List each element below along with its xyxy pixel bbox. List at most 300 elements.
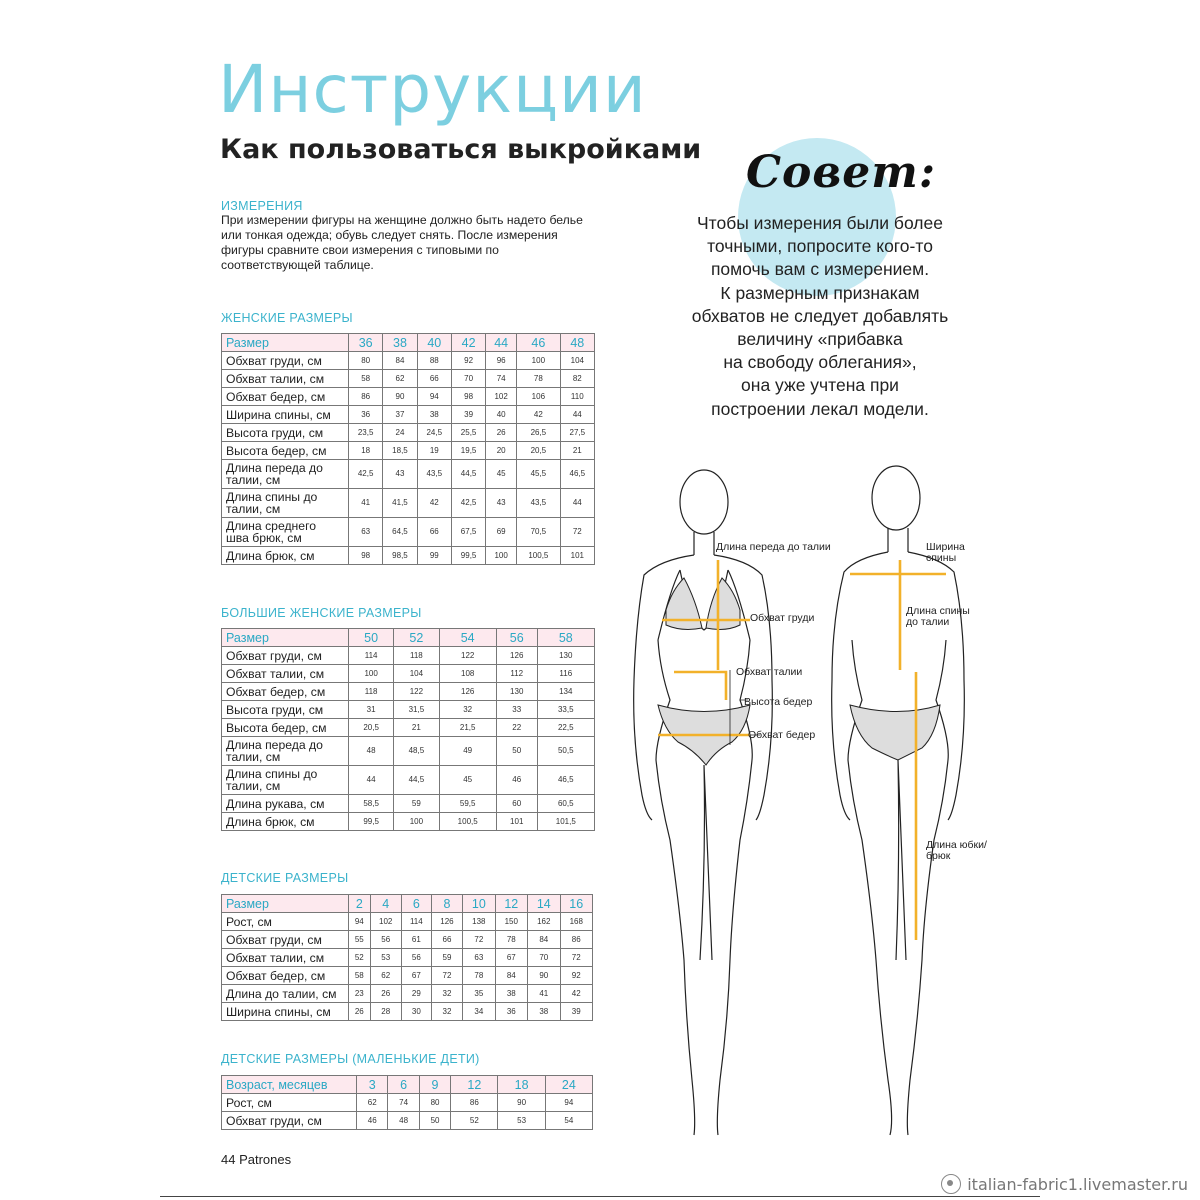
back-underwear: [850, 705, 940, 760]
table-size-header: 12: [451, 1076, 498, 1094]
table-cell: 46,5: [537, 766, 594, 795]
table-row-label: Рост, см: [222, 913, 349, 931]
table-cell: 130: [537, 647, 594, 665]
table-row-label: Длина брюк, см: [222, 813, 349, 831]
label-skirt-length: Длина юбки/брюк: [926, 839, 987, 862]
table-size-header: 50: [349, 629, 394, 647]
table-cell: 22: [496, 719, 537, 737]
table-row: [222, 406, 595, 424]
table-cell: 50,5: [537, 737, 594, 766]
table-cell: 98: [451, 388, 485, 406]
table-size-header: 44: [486, 334, 517, 352]
table-cell: 24,5: [417, 424, 451, 442]
women-sizes-table: [221, 333, 595, 565]
table-row: [222, 949, 593, 967]
page-footer: 44 Patrones: [221, 1152, 292, 1167]
table-row-label: Обхват бедер, см: [222, 388, 349, 406]
table-cell: 21: [560, 442, 594, 460]
table-row-label: Обхват талии, см: [222, 949, 349, 967]
table-cell: 98: [349, 547, 383, 565]
table-size-header: 8: [431, 895, 462, 913]
table-cell: 48,5: [394, 737, 439, 766]
kids-sizes-table: [221, 894, 593, 1021]
livemaster-logo-icon: [941, 1174, 961, 1194]
table-cell: 66: [431, 931, 462, 949]
table-cell: 61: [401, 931, 431, 949]
table-cell: 42: [417, 489, 451, 518]
table-cell: 58: [349, 967, 371, 985]
table-cell: 50: [496, 737, 537, 766]
table-cell: 38: [417, 406, 451, 424]
tip-line: построении лекал модели.: [711, 398, 929, 419]
table-cell: 72: [560, 518, 594, 547]
label-bust: Обхват груди: [750, 612, 815, 624]
table-cell: 90: [383, 388, 417, 406]
tip-line: обхватов не следует добавлять: [691, 305, 949, 326]
table-cell: 134: [537, 683, 594, 701]
table-cell: 69: [486, 518, 517, 547]
table-cell: 82: [560, 370, 594, 388]
table-cell: 31,5: [394, 701, 439, 719]
table-row-label: Обхват груди, см: [222, 352, 349, 370]
label-hip-height: Высота бедер: [744, 696, 813, 708]
table-size-header: 40: [417, 334, 451, 352]
tip-line: она уже учтена при: [741, 375, 899, 396]
table-row: [222, 647, 595, 665]
table-cell: 33: [496, 701, 537, 719]
label-back-width: Ширина спины: [926, 541, 965, 564]
table-cell: 96: [486, 352, 517, 370]
table-cell: 20: [486, 442, 517, 460]
table-cell: 26: [370, 985, 401, 1003]
table-cell: 23: [349, 985, 371, 1003]
table-cell: 101: [496, 813, 537, 831]
table-cell: 100: [517, 352, 561, 370]
table-cell: 102: [370, 913, 401, 931]
table-cell: 104: [394, 665, 439, 683]
table-cell: 100: [486, 547, 517, 565]
table-cell: 31: [349, 701, 394, 719]
table-cell: 74: [486, 370, 517, 388]
measurements-heading: ИЗМЕРЕНИЯ: [221, 199, 303, 213]
table-cell: 108: [439, 665, 496, 683]
table-cell: 94: [417, 388, 451, 406]
body-figures: [600, 460, 1020, 1150]
table-size-header: 38: [383, 334, 417, 352]
table-cell: 18,5: [383, 442, 417, 460]
table-cell: 84: [383, 352, 417, 370]
table-row-label: Обхват талии, см: [222, 370, 349, 388]
table-cell: 43,5: [517, 489, 561, 518]
table-cell: 32: [439, 701, 496, 719]
table-cell: 53: [498, 1112, 545, 1130]
table-cell: 99,5: [451, 547, 485, 565]
measurements-text: При измерении фигуры на женщине должно быть надето белье или тонкая одежда; обувь следует снять. После измерения фигуры сравните свои измерения с типовыми по соответствующей таблице.: [221, 213, 583, 272]
table-cell: 99: [417, 547, 451, 565]
table-cell: 59: [431, 949, 462, 967]
table-size-header: 42: [451, 334, 485, 352]
table-cell: 29: [401, 985, 431, 1003]
table-cell: 59: [394, 795, 439, 813]
page-subtitle: Как пользоваться выкройками: [220, 134, 702, 165]
tip-line: К размерным признакам: [720, 282, 920, 303]
table-size-header: 6: [388, 1076, 419, 1094]
table-cell: 27,5: [560, 424, 594, 442]
women-sizes-heading: ЖЕНСКИЕ РАЗМЕРЫ: [221, 311, 353, 325]
table-cell: 44: [560, 406, 594, 424]
table-row-label: Обхват бедер, см: [222, 967, 349, 985]
table-cell: 26,5: [517, 424, 561, 442]
table-cell: 26: [486, 424, 517, 442]
table-cell: 100,5: [439, 813, 496, 831]
table-size-header: 54: [439, 629, 496, 647]
table-row-label: Рост, см: [222, 1094, 357, 1112]
table-cell: 126: [431, 913, 462, 931]
footer-rule: [160, 1196, 1040, 1197]
table-cell: 39: [560, 1003, 593, 1021]
table-cell: 66: [417, 370, 451, 388]
table-row: [222, 931, 593, 949]
table-cell: 84: [528, 931, 560, 949]
table-size-header: 56: [496, 629, 537, 647]
table-cell: 67,5: [451, 518, 485, 547]
table-cell: 122: [394, 683, 439, 701]
table-row-label: Обхват бедер, см: [222, 683, 349, 701]
table-cell: 114: [401, 913, 431, 931]
table-cell: 110: [560, 388, 594, 406]
table-cell: 18: [349, 442, 383, 460]
table-cell: 56: [401, 949, 431, 967]
table-row: [222, 388, 595, 406]
table-header-label: Размер: [222, 629, 349, 647]
table-cell: 25,5: [451, 424, 485, 442]
table-cell: 38: [528, 1003, 560, 1021]
table-cell: 30: [401, 1003, 431, 1021]
table-cell: 92: [451, 352, 485, 370]
table-row: [222, 1112, 593, 1130]
table-cell: 78: [495, 931, 527, 949]
table-cell: 23,5: [349, 424, 383, 442]
table-row: [222, 737, 595, 766]
table-cell: 20,5: [517, 442, 561, 460]
table-cell: 44,5: [451, 460, 485, 489]
table-cell: 42: [517, 406, 561, 424]
front-figure: [634, 470, 773, 1135]
table-cell: 50: [419, 1112, 450, 1130]
table-cell: 52: [451, 1112, 498, 1130]
table-header-label: Размер: [222, 895, 349, 913]
table-cell: 49: [439, 737, 496, 766]
table-cell: 45: [439, 766, 496, 795]
table-cell: 114: [349, 647, 394, 665]
table-row: [222, 370, 595, 388]
table-cell: 78: [517, 370, 561, 388]
table-cell: 122: [439, 647, 496, 665]
table-cell: 43: [383, 460, 417, 489]
table-cell: 44: [560, 489, 594, 518]
table-cell: 55: [349, 931, 371, 949]
table-row: [222, 1003, 593, 1021]
table-cell: 86: [560, 931, 593, 949]
table-cell: 130: [496, 683, 537, 701]
table-row: [222, 547, 595, 565]
table-size-header: 6: [401, 895, 431, 913]
table-cell: 94: [545, 1094, 592, 1112]
table-cell: 100,5: [517, 547, 561, 565]
table-cell: 118: [394, 647, 439, 665]
table-cell: 41,5: [383, 489, 417, 518]
table-cell: 42,5: [349, 460, 383, 489]
table-size-header: 3: [357, 1076, 388, 1094]
table-row: [222, 489, 595, 518]
label-waist: Обхват талии: [736, 666, 803, 678]
table-row-label: Длина переда до талии, см: [222, 737, 349, 766]
table-header-row: [222, 1076, 593, 1094]
table-cell: 88: [417, 352, 451, 370]
table-cell: 84: [495, 967, 527, 985]
table-cell: 67: [495, 949, 527, 967]
table-cell: 53: [370, 949, 401, 967]
table-cell: 41: [349, 489, 383, 518]
table-cell: 106: [517, 388, 561, 406]
tip-line: точными, попросите кого-то: [707, 236, 933, 257]
table-row-label: Обхват груди, см: [222, 1112, 357, 1130]
label-back-length: Длина спины до талии: [906, 605, 970, 628]
table-row-label: Длина переда до талии, см: [222, 460, 349, 489]
tip-line: величину «прибавка: [737, 329, 903, 350]
table-cell: 64,5: [383, 518, 417, 547]
back-figure: [832, 466, 965, 1135]
table-cell: 78: [463, 967, 495, 985]
table-cell: 162: [528, 913, 560, 931]
table-row: [222, 442, 595, 460]
table-row-label: Длина среднего шва брюк, см: [222, 518, 349, 547]
table-row-label: Ширина спины, см: [222, 406, 349, 424]
table-cell: 28: [370, 1003, 401, 1021]
table-cell: 56: [370, 931, 401, 949]
table-cell: 92: [560, 967, 593, 985]
table-cell: 72: [560, 949, 593, 967]
table-cell: 62: [370, 967, 401, 985]
table-row: [222, 913, 593, 931]
table-row: [222, 1094, 593, 1112]
table-header-label: Размер: [222, 334, 349, 352]
table-cell: 150: [495, 913, 527, 931]
table-cell: 36: [349, 406, 383, 424]
table-row-label: Длина до талии, см: [222, 985, 349, 1003]
table-cell: 39: [451, 406, 485, 424]
table-cell: 116: [537, 665, 594, 683]
table-row-label: Длина спины до талии, см: [222, 489, 349, 518]
table-size-header: 4: [370, 895, 401, 913]
table-size-header: 12: [495, 895, 527, 913]
table-cell: 36: [495, 1003, 527, 1021]
table-row-label: Ширина спины, см: [222, 1003, 349, 1021]
table-size-header: 14: [528, 895, 560, 913]
table-cell: 33,5: [537, 701, 594, 719]
page-title: Инструкции: [218, 51, 647, 128]
tip-text: [660, 212, 980, 421]
table-cell: 100: [349, 665, 394, 683]
table-cell: 72: [463, 931, 495, 949]
table-cell: 126: [496, 647, 537, 665]
table-cell: 58,5: [349, 795, 394, 813]
table-cell: 24: [383, 424, 417, 442]
kids-sizes-heading: ДЕТСКИЕ РАЗМЕРЫ: [221, 871, 349, 885]
table-cell: 21: [394, 719, 439, 737]
table-cell: 60: [496, 795, 537, 813]
table-cell: 67: [401, 967, 431, 985]
table-size-header: 52: [394, 629, 439, 647]
table-row-label: Высота груди, см: [222, 424, 349, 442]
table-cell: 104: [560, 352, 594, 370]
table-cell: 32: [431, 1003, 462, 1021]
tip-heading: Совет:: [746, 147, 937, 198]
table-row: [222, 665, 595, 683]
watermark: [941, 1174, 1188, 1194]
table-cell: 43: [486, 489, 517, 518]
table-size-header: 18: [498, 1076, 545, 1094]
table-cell: 26: [349, 1003, 371, 1021]
table-size-header: 16: [560, 895, 593, 913]
table-cell: 60,5: [537, 795, 594, 813]
table-row: [222, 813, 595, 831]
tip-line: Чтобы измерения были более: [697, 213, 943, 233]
table-cell: 46: [496, 766, 537, 795]
table-cell: 101: [560, 547, 594, 565]
table-size-header: 48: [560, 334, 594, 352]
table-cell: 80: [349, 352, 383, 370]
table-cell: 42: [560, 985, 593, 1003]
table-cell: 90: [498, 1094, 545, 1112]
baby-sizes-table: [221, 1075, 593, 1130]
table-row: [222, 719, 595, 737]
table-cell: 99,5: [349, 813, 394, 831]
table-header-row: [222, 334, 595, 352]
table-cell: 94: [349, 913, 371, 931]
table-cell: 48: [388, 1112, 419, 1130]
plus-sizes-heading: БОЛЬШИЕ ЖЕНСКИЕ РАЗМЕРЫ: [221, 606, 422, 620]
table-cell: 35: [463, 985, 495, 1003]
table-cell: 66: [417, 518, 451, 547]
table-cell: 41: [528, 985, 560, 1003]
table-cell: 45,5: [517, 460, 561, 489]
table-size-header: 10: [463, 895, 495, 913]
table-size-header: 46: [517, 334, 561, 352]
table-cell: 72: [431, 967, 462, 985]
table-cell: 34: [463, 1003, 495, 1021]
table-row-label: Длина спины до талии, см: [222, 766, 349, 795]
table-cell: 20,5: [349, 719, 394, 737]
baby-sizes-heading: ДЕТСКИЕ РАЗМЕРЫ (МАЛЕНЬКИЕ ДЕТИ): [221, 1052, 480, 1066]
label-hips: Обхват бедер: [748, 729, 816, 741]
table-cell: 21,5: [439, 719, 496, 737]
table-row: [222, 795, 595, 813]
table-row: [222, 985, 593, 1003]
table-cell: 44,5: [394, 766, 439, 795]
table-cell: 40: [486, 406, 517, 424]
table-cell: 86: [349, 388, 383, 406]
table-cell: 101,5: [537, 813, 594, 831]
table-cell: 168: [560, 913, 593, 931]
table-header-label: Возраст, месяцев: [222, 1076, 357, 1094]
table-size-header: 58: [537, 629, 594, 647]
table-cell: 38: [495, 985, 527, 1003]
tip-line: помочь вам с измерением.: [710, 259, 930, 280]
watermark-text: italian-fabric1.livemaster.ru: [967, 1174, 1188, 1194]
table-cell: 54: [545, 1112, 592, 1130]
table-size-header: 24: [545, 1076, 592, 1094]
table-row-label: Обхват груди, см: [222, 647, 349, 665]
table-cell: 126: [439, 683, 496, 701]
table-row: [222, 352, 595, 370]
table-row: [222, 967, 593, 985]
table-cell: 59,5: [439, 795, 496, 813]
table-cell: 19: [417, 442, 451, 460]
table-size-header: 9: [419, 1076, 450, 1094]
table-cell: 19,5: [451, 442, 485, 460]
table-cell: 48: [349, 737, 394, 766]
table-cell: 52: [349, 949, 371, 967]
table-cell: 102: [486, 388, 517, 406]
table-cell: 63: [463, 949, 495, 967]
table-size-header: 2: [349, 895, 371, 913]
table-cell: 32: [431, 985, 462, 1003]
table-cell: 22,5: [537, 719, 594, 737]
table-cell: 90: [528, 967, 560, 985]
tip-line: на свободу облегания»,: [723, 352, 917, 373]
table-cell: 70: [451, 370, 485, 388]
table-header-row: [222, 629, 595, 647]
table-row: [222, 424, 595, 442]
table-row: [222, 518, 595, 547]
table-cell: 86: [451, 1094, 498, 1112]
table-row: [222, 460, 595, 489]
table-cell: 70: [528, 949, 560, 967]
table-cell: 70,5: [517, 518, 561, 547]
table-row: [222, 683, 595, 701]
table-cell: 44: [349, 766, 394, 795]
label-front-length: Длина переда до талии: [716, 541, 831, 553]
table-cell: 118: [349, 683, 394, 701]
table-row-label: Высота бедер, см: [222, 442, 349, 460]
table-cell: 80: [419, 1094, 450, 1112]
table-cell: 45: [486, 460, 517, 489]
table-cell: 112: [496, 665, 537, 683]
table-row: [222, 701, 595, 719]
table-size-header: 36: [349, 334, 383, 352]
table-header-row: [222, 895, 593, 913]
table-cell: 98,5: [383, 547, 417, 565]
table-cell: 42,5: [451, 489, 485, 518]
table-cell: 46: [357, 1112, 388, 1130]
table-row-label: Обхват груди, см: [222, 931, 349, 949]
table-cell: 62: [357, 1094, 388, 1112]
table-row-label: Длина брюк, см: [222, 547, 349, 565]
plus-sizes-table: [221, 628, 595, 831]
table-cell: 37: [383, 406, 417, 424]
table-row-label: Высота бедер, см: [222, 719, 349, 737]
table-cell: 138: [463, 913, 495, 931]
table-cell: 63: [349, 518, 383, 547]
table-cell: 58: [349, 370, 383, 388]
table-cell: 100: [394, 813, 439, 831]
table-cell: 43,5: [417, 460, 451, 489]
table-row-label: Обхват талии, см: [222, 665, 349, 683]
table-cell: 62: [383, 370, 417, 388]
table-cell: 46,5: [560, 460, 594, 489]
table-row-label: Длина рукава, см: [222, 795, 349, 813]
